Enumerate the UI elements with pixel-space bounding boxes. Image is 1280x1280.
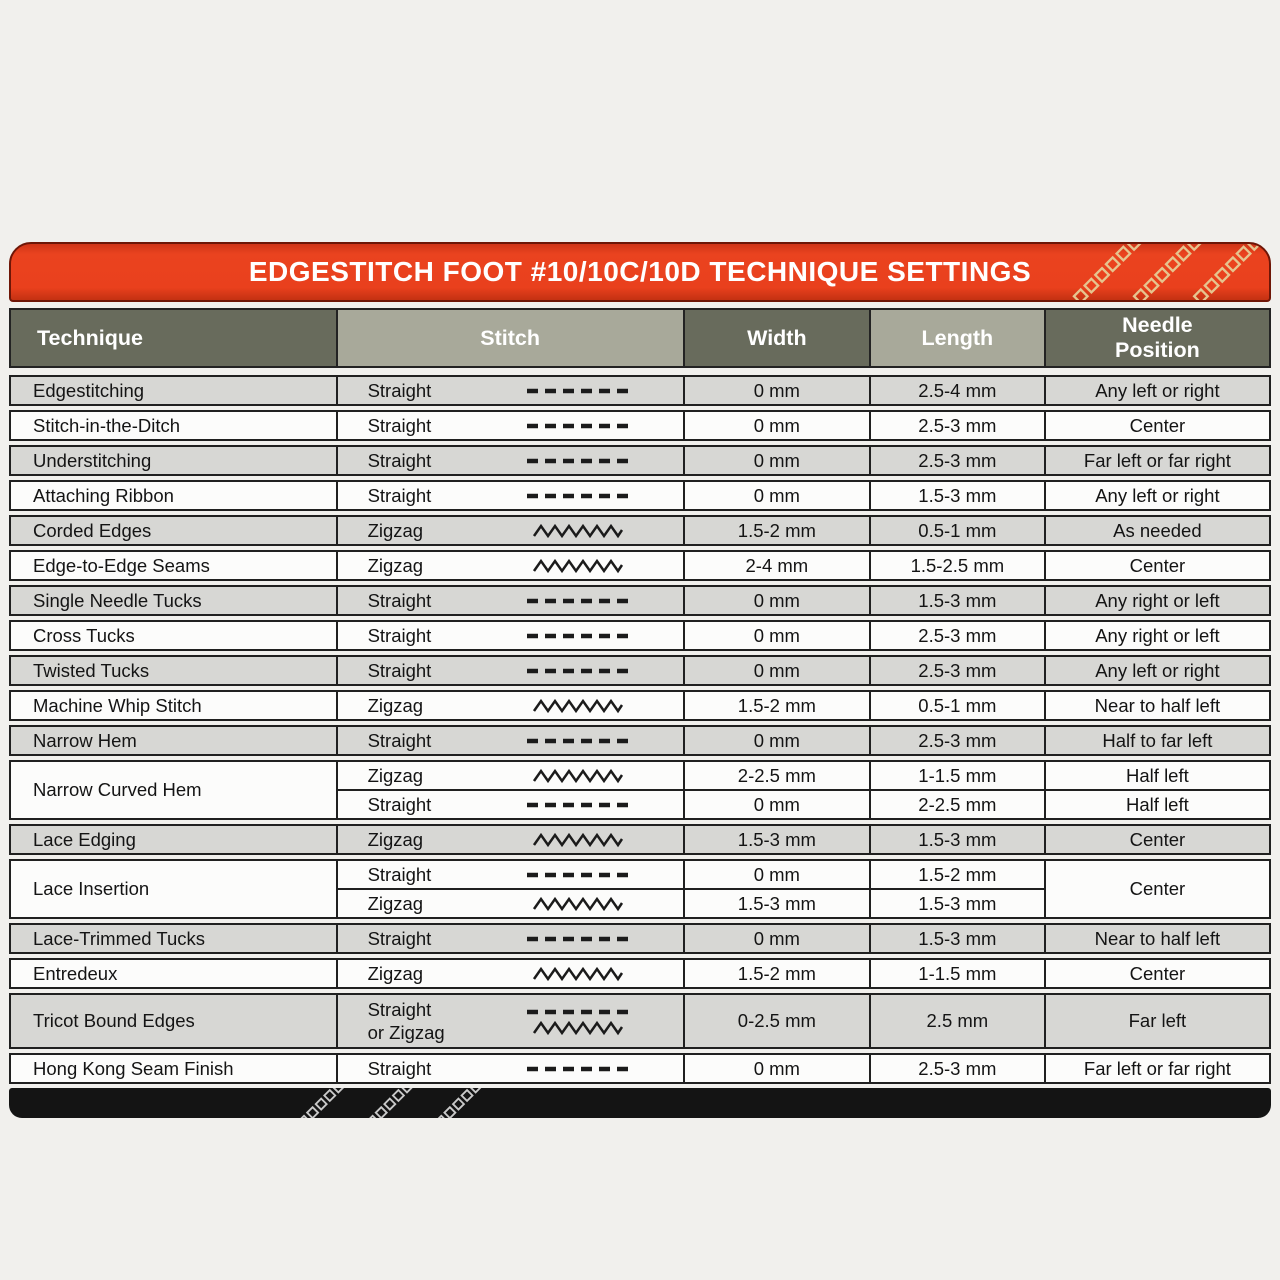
stitch-cell: [336, 447, 683, 474]
stitch-cell: [336, 995, 683, 1047]
length-cell: 2.5-3 mm: [869, 657, 1044, 684]
technique-cell: Narrow Hem: [33, 729, 137, 751]
stitch-name: Straight: [367, 927, 432, 949]
stitch-name: Straight: [367, 414, 432, 436]
technique-cell: Entredeux: [33, 962, 118, 984]
stitch-cell: [336, 412, 683, 439]
zigzag-stitch-icon: [508, 832, 683, 848]
width-cell: 1.5-3 mm: [683, 826, 869, 853]
zigzag-stitch-icon: [508, 523, 683, 539]
needle-position-cell: Near to half left: [1044, 925, 1269, 952]
width-cell: 0 mm: [683, 657, 869, 684]
stitch-name: Straight: [367, 1057, 432, 1079]
width-cell: 0 mm: [683, 587, 869, 614]
needle-position-cell: Far left or far right: [1044, 447, 1269, 474]
needle-position-cell: Any left or right: [1044, 657, 1269, 684]
width-cell: 0 mm: [683, 412, 869, 439]
length-cell: 1.5-3 mm: [869, 482, 1044, 509]
column-header-needle-position: Needle Position: [1044, 310, 1269, 366]
stitch-name: Zigzag: [367, 554, 424, 576]
stitch-cell: [336, 960, 683, 987]
straight-stitch-icon: [508, 934, 683, 944]
table-header-row: [9, 308, 1271, 368]
stitch-cell: [336, 789, 683, 818]
stitch-name: Straight: [367, 589, 432, 611]
technique-cell: Understitching: [33, 449, 152, 471]
stitch-name: Straight: [367, 484, 432, 506]
table-row: [9, 585, 1271, 616]
length-cell: 0.5-1 mm: [869, 517, 1044, 544]
stitch-cell: [336, 826, 683, 853]
technique-cell: Twisted Tucks: [33, 659, 150, 681]
straight-stitch-icon: [508, 386, 683, 396]
stitch-cell: [336, 657, 683, 684]
table-row: [9, 480, 1271, 511]
table-row: [9, 410, 1271, 441]
length-cell: 2.5-4 mm: [869, 377, 1044, 404]
technique-cell: Tricot Bound Edges: [33, 1010, 195, 1031]
title-banner: [9, 242, 1271, 302]
zigzag-stitch-icon: [508, 768, 683, 784]
width-cell: 0-2.5 mm: [683, 995, 869, 1047]
table-row: [9, 690, 1271, 721]
technique-cell: Edge-to-Edge Seams: [33, 554, 210, 576]
column-header-length: Length: [869, 310, 1044, 366]
table-row: [9, 859, 1271, 919]
length-cell: 1.5-3 mm: [869, 925, 1044, 952]
needle-position-cell: Any left or right: [1044, 482, 1269, 509]
column-header-stitch: Stitch: [336, 310, 683, 366]
straight-stitch-icon: [508, 736, 683, 746]
stitch-cell: [336, 552, 683, 579]
needle-position-cell: Center: [1044, 412, 1269, 439]
stitch-name: Zigzag: [367, 828, 424, 850]
length-cell: 1.5-2.5 mm: [869, 552, 1044, 579]
straight-stitch-icon: [508, 456, 683, 466]
width-cell: 0 mm: [683, 1055, 869, 1082]
straight-stitch-icon: [508, 421, 683, 431]
table-row: [9, 725, 1271, 756]
technique-cell: Corded Edges: [33, 519, 152, 541]
straight-stitch-icon: [508, 870, 683, 880]
width-cell: 0 mm: [683, 482, 869, 509]
needle-position-cell: Far left: [1044, 995, 1269, 1047]
stitch-cell: [336, 727, 683, 754]
zigzag-stitch-icon: [508, 896, 683, 912]
length-cell: 1.5-3 mm: [869, 587, 1044, 614]
technique-cell: Machine Whip Stitch: [33, 694, 202, 716]
stitch-cell: [336, 861, 683, 888]
zigzag-stitch-icon: [508, 698, 683, 714]
straight-stitch-icon: [508, 800, 683, 810]
table-row: [9, 824, 1271, 855]
column-header-width: Width: [683, 310, 869, 366]
zigzag-stitch-icon: [508, 966, 683, 982]
length-cell: 1.5-3 mm: [869, 888, 1044, 917]
stitch-cell: [336, 888, 683, 917]
stitch-name: Zigzag: [367, 694, 424, 716]
stitch-name: Straight or Zigzag: [367, 998, 445, 1043]
needle-position-cell: Near to half left: [1044, 692, 1269, 719]
length-cell: 2.5-3 mm: [869, 727, 1044, 754]
needle-position-cell: Any left or right: [1044, 377, 1269, 404]
straight-stitch-icon: [508, 491, 683, 501]
needle-position-cell: As needed: [1044, 517, 1269, 544]
stitch-name: Zigzag: [367, 892, 424, 914]
technique-cell: Cross Tucks: [33, 624, 135, 646]
table-row: [9, 923, 1271, 954]
stitch-name: Zigzag: [367, 962, 424, 984]
technique-cell: Hong Kong Seam Finish: [33, 1057, 234, 1079]
straight-stitch-icon: [508, 666, 683, 676]
technique-cell: Single Needle Tucks: [33, 589, 202, 611]
width-cell: 1.5-2 mm: [683, 517, 869, 544]
technique-cell: Lace Edging: [33, 828, 136, 850]
footer-bar: [9, 1088, 1271, 1118]
length-cell: 1.5-3 mm: [869, 826, 1044, 853]
stitch-cell: [336, 762, 683, 789]
table-row: [9, 760, 1271, 820]
needle-position-cell: Half left: [1044, 789, 1269, 818]
stitch-cell: [336, 377, 683, 404]
stitch-name: Straight: [367, 659, 432, 681]
length-cell: 2.5-3 mm: [869, 447, 1044, 474]
table-row: [9, 958, 1271, 989]
width-cell: 1.5-2 mm: [683, 692, 869, 719]
stitch-cell: [336, 517, 683, 544]
needle-position-cell: Far left or far right: [1044, 1055, 1269, 1082]
straight-stitch-icon: [508, 631, 683, 641]
table-row: [9, 550, 1271, 581]
table-row: [9, 515, 1271, 546]
length-cell: 1-1.5 mm: [869, 960, 1044, 987]
stitch-name: Straight: [367, 793, 432, 815]
technique-cell: Stitch-in-the-Ditch: [33, 414, 181, 436]
table-row: [9, 375, 1271, 406]
width-cell: 1.5-3 mm: [683, 888, 869, 917]
width-cell: 1.5-2 mm: [683, 960, 869, 987]
length-cell: 2-2.5 mm: [869, 789, 1044, 818]
needle-position-cell: Center: [1044, 826, 1269, 853]
stitch-name: Straight: [367, 379, 432, 401]
needle-position-cell: Center: [1044, 552, 1269, 579]
stitch-cell: [336, 925, 683, 952]
width-cell: 0 mm: [683, 925, 869, 952]
length-cell: 2.5 mm: [869, 995, 1044, 1047]
needle-position-cell: Any right or left: [1044, 622, 1269, 649]
needle-position-cell: Center: [1044, 960, 1269, 987]
zigzag-stitch-icon: [508, 558, 683, 574]
length-cell: 1.5-2 mm: [869, 861, 1044, 888]
needle-position-cell: Half left: [1044, 762, 1269, 789]
stitch-name: Straight: [367, 729, 432, 751]
stitch-cell: [336, 622, 683, 649]
column-header-technique: Technique: [11, 310, 336, 366]
width-cell: 0 mm: [683, 377, 869, 404]
stitch-name: Zigzag: [367, 764, 424, 786]
technique-cell: Lace-Trimmed Tucks: [33, 927, 206, 949]
needle-position-cell: Center: [1044, 861, 1269, 917]
table-row: [9, 993, 1271, 1049]
needle-position-cell: Half to far left: [1044, 727, 1269, 754]
width-cell: 0 mm: [683, 727, 869, 754]
length-cell: 0.5-1 mm: [869, 692, 1044, 719]
page-title: EDGESTITCH FOOT #10/10C/10D TECHNIQUE SETTINGS: [248, 256, 1032, 287]
technique-settings-card: [9, 242, 1271, 1118]
width-cell: 0 mm: [683, 622, 869, 649]
needle-position-cell: Any right or left: [1044, 587, 1269, 614]
technique-cell: Lace Insertion: [33, 878, 150, 899]
technique-cell: Narrow Curved Hem: [33, 779, 202, 800]
stitch-cell: [336, 692, 683, 719]
width-cell: 2-4 mm: [683, 552, 869, 579]
table-row: [9, 620, 1271, 651]
stitch-name: Zigzag: [367, 519, 424, 541]
length-cell: 2.5-3 mm: [869, 622, 1044, 649]
straight-stitch-icon: [508, 596, 683, 606]
width-cell: 0 mm: [683, 861, 869, 888]
straight-stitch-icon: [508, 1064, 683, 1074]
stitch-name: Straight: [367, 863, 432, 885]
technique-cell: Edgestitching: [33, 379, 145, 401]
stitch-cell: [336, 1055, 683, 1082]
length-cell: 2.5-3 mm: [869, 1055, 1044, 1082]
width-cell: 2-2.5 mm: [683, 762, 869, 789]
width-cell: 0 mm: [683, 447, 869, 474]
stitch-name: Straight: [367, 624, 432, 646]
table-row: [9, 655, 1271, 686]
technique-cell: Attaching Ribbon: [33, 484, 174, 506]
stitch-cell: [336, 587, 683, 614]
straight-and-zigzag-stitch-icon: [508, 1007, 683, 1036]
stitch-cell: [336, 482, 683, 509]
length-cell: 2.5-3 mm: [869, 412, 1044, 439]
table-row: [9, 445, 1271, 476]
width-cell: 0 mm: [683, 789, 869, 818]
table-row: [9, 1053, 1271, 1084]
length-cell: 1-1.5 mm: [869, 762, 1044, 789]
stitch-name: Straight: [367, 449, 432, 471]
